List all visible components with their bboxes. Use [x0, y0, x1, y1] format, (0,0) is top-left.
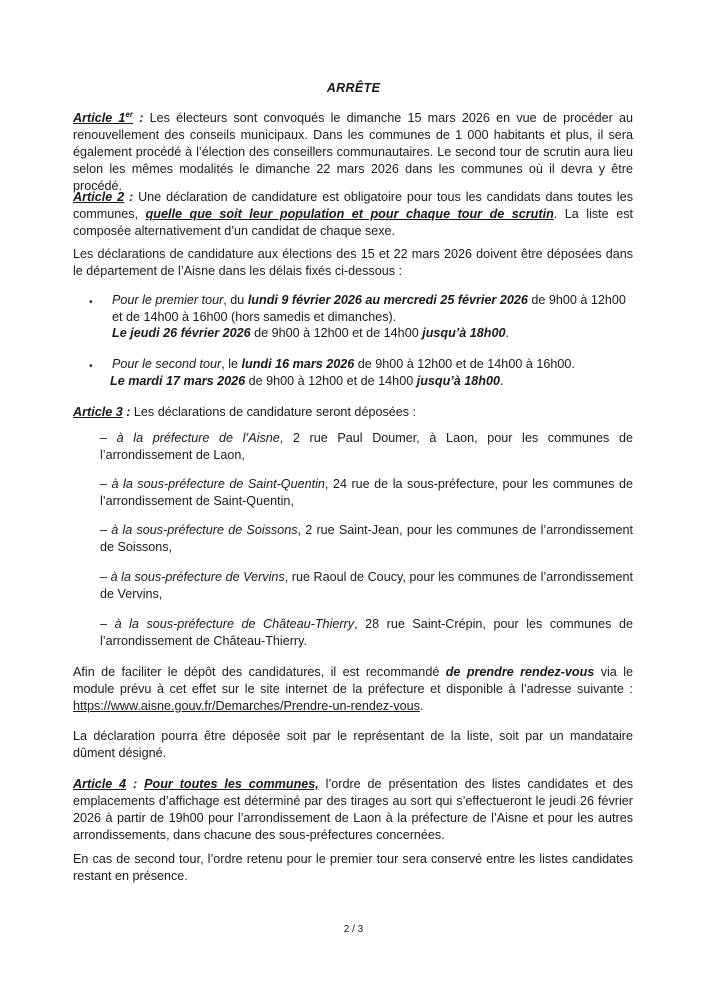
second-round-paragraph: En cas de second tour, l’ordre retenu pour le premier tour sera conservé entre les listes candidates restant en présence.: [73, 852, 633, 883]
article-1-label: Article 1er: [73, 109, 133, 125]
second-tour-bullet: •: [89, 361, 93, 372]
saint-quentin-entry: – à la sous-préfecture de Saint-Quentin, 24 rue de la sous-préfecture, pour les communes de l’arrondissement de Saint-Quentin,: [100, 477, 633, 508]
article-2-paragraph: Article 2 : Une déclaration de candidature est obligatoire pour tous les candidats dans toutes les communes, quelle que soit leur population et pour chaque tour de scrutin. La liste est composée alternativement d’un candidat de chaque sexe.: [73, 190, 633, 238]
first-tour-last-day: Le jeudi 26 février 2026 de 9h00 à 12h00 et de 14h00 jusqu’à 18h00.: [112, 326, 509, 340]
chateau-thierry-entry: – à la sous-préfecture de Château-Thierry, 28 rue Saint-Crépin, pour les communes de l’arrondissement de Château-Thierry.: [100, 617, 633, 648]
appointment-paragraph: Afin de faciliter le dépôt des candidatures, il est recommandé de prendre rendez-vous via le module prévu à cet effet sur le site internet de la préfecture et disponible à l’adresse suivante : https://www.aisne.gouv.fr/Demarches/Prendre-un-rendez-vous.: [73, 665, 634, 713]
appointment-link[interactable]: https://www.aisne.gouv.fr/Demarches/Prendre-un-rendez-vous: [73, 699, 420, 713]
document-title: ARRÊTE: [326, 81, 381, 95]
soissons-entry: – à la sous-préfecture de Soissons, 2 rue Saint-Jean, pour les communes de l’arrondissement de Soissons,: [100, 523, 633, 554]
article-3-label: Article 3: [73, 405, 123, 419]
article-4-emphasis: Pour toutes les communes,: [144, 777, 319, 791]
second-tour-last-day: Le mardi 17 mars 2026 de 9h00 à 12h00 et de 14h00 jusqu’à 18h00.: [110, 374, 504, 388]
first-tour-bullet: •: [89, 297, 93, 308]
vervins-entry: – à la sous-préfecture de Vervins, rue Raoul de Coucy, pour les communes de l’arrondissement de Vervins,: [100, 570, 633, 601]
article-2-emphasis: quelle que soit leur population et pour chaque tour de scrutin: [145, 207, 554, 221]
article-4-label: Article 4: [73, 777, 127, 791]
mandataire-paragraph: La déclaration pourra être déposée soit par le représentant de la liste, soit par un mandataire dûment désigné.: [73, 729, 633, 760]
article-4-paragraph: Article 4 : Pour toutes les communes, l’ordre de présentation des listes candidates et des emplacements d’affichage est déterminé par des tirages au sort qui s’effectueront le jeudi 26 février 2026 à partir de 19h00 pour l’arrondissement de Laon à la préfecture de l’Aisne et pour les autres arrondissements, dans chacune des sous-préfectures concernées.: [73, 777, 633, 842]
page-number: 2 / 3: [343, 924, 364, 935]
first-tour-text: Pour le premier tour, du lundi 9 février 2026 au mercredi 25 février 2026 de 9h00 à 12h00 et de 14h00 à 16h00 (hors samedis et dimanches).: [112, 293, 626, 324]
second-tour-text: Pour le second tour, le lundi 16 mars 2026 de 9h00 à 12h00 et de 14h00 à 16h00.: [112, 357, 575, 371]
prefecture-aisne-entry: – à la préfecture de l’Aisne, 2 rue Paul Doumer, à Laon, pour les communes de l’arrondissement de Laon,: [100, 431, 633, 462]
article-3-paragraph: Article 3 : Les déclarations de candidature seront déposées :: [73, 405, 417, 419]
article-2-label: Article 2: [73, 190, 125, 204]
article-1-paragraph: Article 1er : Les électeurs sont convoqués le dimanche 15 mars 2026 en vue de procéder au renouvellement des conseils municipaux. Dans les communes de 1 000 habitants et plus, il sera également procédé à l’élection des conseillers communautaires. Le second tour de scrutin aura lieu selon les mêmes modalités le dimanche 22 mars 2026 dans les communes où il devra y être procédé.: [73, 109, 634, 193]
deposit-intro: Les déclarations de candidature aux élections des 15 et 22 mars 2026 doivent être déposées dans le département de l’Aisne dans les délais fixés ci-dessous :: [73, 247, 633, 278]
